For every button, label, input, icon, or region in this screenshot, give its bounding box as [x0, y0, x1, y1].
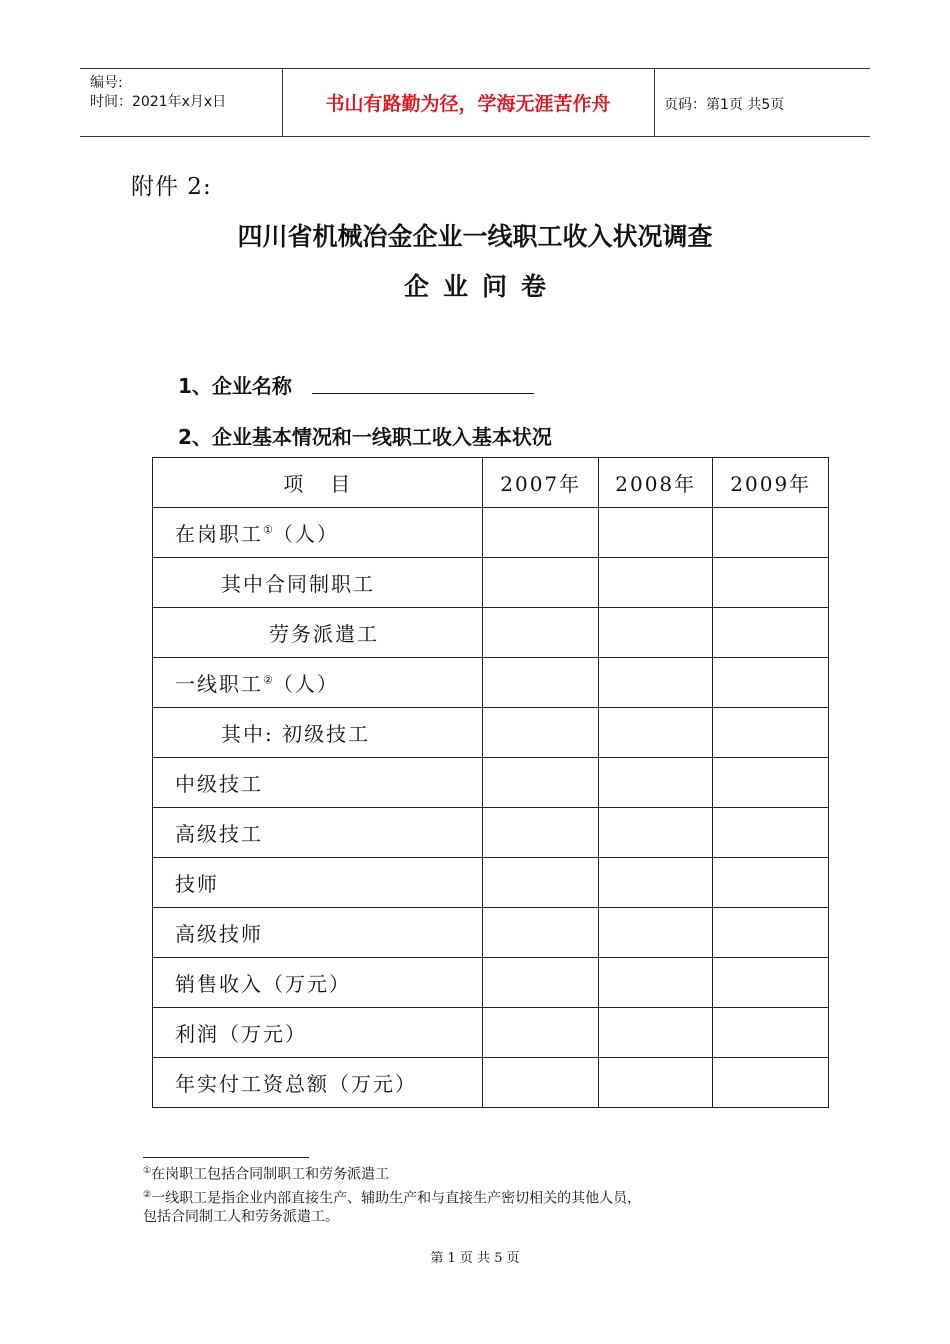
cell-input[interactable]	[598, 758, 713, 808]
row-label	[153, 658, 483, 708]
header-bottom-rule	[80, 136, 870, 137]
table-row	[153, 1008, 829, 1058]
cell-input[interactable]	[483, 508, 599, 558]
cell-input[interactable]	[713, 1058, 829, 1108]
footnote-1-text: 在岗职工包括合同制职工和劳务派遣工	[151, 1166, 390, 1183]
footnote-2-continued: 包括合同制工人和劳务派遣工。	[143, 1209, 339, 1225]
row-label: 利润（万元）	[153, 1008, 483, 1058]
footnote-2-text: 一线职工是指企业内部直接生产、辅助生产和与直接生产密切相关的其他人员，	[151, 1190, 642, 1207]
row-label	[153, 508, 483, 558]
cell-input[interactable]	[713, 958, 829, 1008]
header-2007: 2007年	[483, 458, 599, 508]
page-number: 第 1 页 共 5 页	[430, 1251, 520, 1266]
table-row	[153, 608, 829, 658]
row-label-text: 在岗职工	[175, 522, 263, 546]
row-label: 其中: 初级技工	[153, 708, 483, 758]
table-row	[153, 858, 829, 908]
footnote-2-mark: ②	[143, 1190, 152, 1200]
cell-input[interactable]	[598, 858, 713, 908]
row-label-text: 一线职工	[175, 672, 263, 696]
footnote-2	[143, 1185, 641, 1209]
question-2-label: 2、企业基本情况和一线职工收入基本状况	[178, 425, 552, 449]
cell-input[interactable]	[483, 658, 599, 708]
row-label: 销售收入（万元）	[153, 958, 483, 1008]
cell-input[interactable]	[483, 1008, 599, 1058]
footnote-1	[143, 1161, 389, 1185]
cell-input[interactable]	[598, 558, 713, 608]
question-1-label: 1、企业名称	[178, 374, 292, 398]
table-row	[153, 808, 829, 858]
row-label: 高级技工	[153, 808, 483, 858]
cell-input[interactable]	[483, 708, 599, 758]
cell-input[interactable]	[598, 658, 713, 708]
cell-input[interactable]	[713, 508, 829, 558]
cell-input[interactable]	[483, 558, 599, 608]
header-item: 项 目	[153, 458, 483, 508]
cell-input[interactable]	[713, 708, 829, 758]
cell-input[interactable]	[713, 908, 829, 958]
cell-input[interactable]	[713, 558, 829, 608]
cell-input[interactable]	[713, 758, 829, 808]
cell-input[interactable]	[483, 808, 599, 858]
row-label: 中级技工	[153, 758, 483, 808]
header-divider-right	[654, 68, 655, 136]
company-name-blank[interactable]	[312, 393, 534, 394]
table-row	[153, 708, 829, 758]
cell-input[interactable]	[483, 958, 599, 1008]
table-row	[153, 658, 829, 708]
header-time-label: 时间：2021年x月x日	[90, 94, 227, 110]
header-page-info: 页码：第1页 共5页	[664, 97, 785, 113]
table-row	[153, 958, 829, 1008]
table-row	[153, 908, 829, 958]
header-divider-left	[282, 68, 283, 136]
table-header-row	[153, 458, 829, 508]
document-subtitle: 企业问卷	[403, 272, 560, 301]
cell-input[interactable]	[483, 908, 599, 958]
table-row	[153, 758, 829, 808]
cell-input[interactable]	[713, 608, 829, 658]
attachment-label: 附件 2:	[131, 174, 212, 200]
cell-input[interactable]	[598, 608, 713, 658]
cell-input[interactable]	[598, 958, 713, 1008]
survey-table	[152, 457, 829, 1108]
cell-input[interactable]	[713, 858, 829, 908]
row-label: 年实付工资总额（万元）	[153, 1058, 483, 1108]
row-label-unit: （人）	[272, 672, 339, 696]
row-label: 劳务派遣工	[153, 608, 483, 658]
cell-input[interactable]	[598, 808, 713, 858]
cell-input[interactable]	[713, 658, 829, 708]
row-label-unit: （人）	[272, 522, 339, 546]
table-row	[153, 508, 829, 558]
header-2008: 2008年	[598, 458, 713, 508]
cell-input[interactable]	[713, 808, 829, 858]
footnote-rule	[143, 1157, 309, 1158]
row-label: 高级技师	[153, 908, 483, 958]
cell-input[interactable]	[598, 708, 713, 758]
cell-input[interactable]	[483, 758, 599, 808]
cell-input[interactable]	[713, 1008, 829, 1058]
table-row	[153, 558, 829, 608]
table-row	[153, 1058, 829, 1108]
cell-input[interactable]	[598, 1058, 713, 1108]
cell-input[interactable]	[598, 908, 713, 958]
header-motto: 书山有路勤为径，学海无涯苦作舟	[325, 92, 611, 115]
cell-input[interactable]	[483, 858, 599, 908]
row-label: 其中合同制职工	[153, 558, 483, 608]
footnote-ref: ②	[263, 673, 273, 687]
cell-input[interactable]	[483, 1058, 599, 1108]
header-number-label: 编号:	[90, 75, 123, 91]
footnote-ref: ①	[263, 523, 273, 537]
document-title: 四川省机械冶金企业一线职工收入状况调查	[237, 222, 713, 251]
header-2009: 2009年	[713, 458, 829, 508]
cell-input[interactable]	[483, 608, 599, 658]
cell-input[interactable]	[598, 508, 713, 558]
cell-input[interactable]	[598, 1008, 713, 1058]
row-label: 技师	[153, 858, 483, 908]
footnote-1-mark: ①	[143, 1166, 152, 1176]
